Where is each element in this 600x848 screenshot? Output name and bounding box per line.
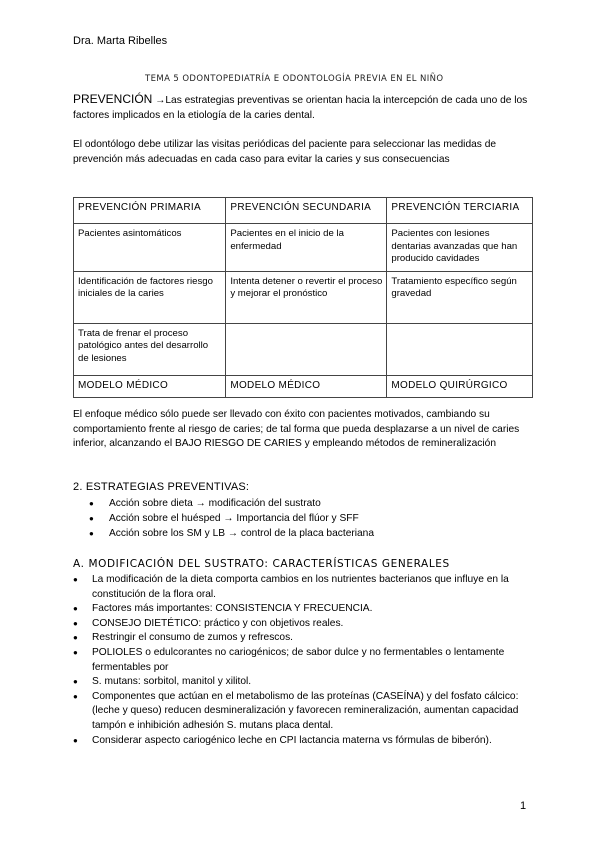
list-item: ● Considerar aspecto cariogénico leche en CPI lactancia materna vs fórmulas de biberón). xyxy=(73,734,543,749)
table-footer-cell: MODELO MÉDICO xyxy=(74,375,226,398)
table-cell: Tratamiento específico según gravedad xyxy=(387,271,533,323)
prevention-heading: PREVENCIÓN xyxy=(73,92,153,106)
list-item: ● Acción sobre el huésped → Importancia del flúor y SFF xyxy=(89,511,374,526)
table-header-row xyxy=(74,198,533,224)
list-item: ● Acción sobre los SM y LB → control de la placa bacteriana xyxy=(89,526,374,541)
table-cell xyxy=(387,323,533,375)
table-cell: Intenta detener o revertir el proceso y mejorar el pronóstico xyxy=(226,271,387,323)
list-item: ● Factores más importantes: CONSISTENCIA Y FRECUENCIA. xyxy=(73,602,543,617)
list-item: ● S. mutans: sorbitol, manitol y xilitol. xyxy=(73,675,543,690)
dentist-paragraph: El odontólogo debe utilizar las visitas periódicas del paciente para seleccionar las medidas de prevención más adecuadas en cada caso para evitar la caries y sus consecuencias xyxy=(73,139,497,165)
arrow-glyph: → xyxy=(155,95,166,106)
topic-title: TEMA 5 ODONTOPEDIATRÍA E ODONTOLOGÍA PREVIA EN EL NIÑO xyxy=(145,74,444,84)
table-cell: Pacientes en el inicio de la enfermedad xyxy=(226,224,387,272)
table-footer-cell: MODELO MÉDICO xyxy=(226,375,387,398)
prevention-intro xyxy=(73,92,538,123)
table-cell: Pacientes asintomáticos xyxy=(74,224,226,272)
table-header-cell: PREVENCIÓN SECUNDARIA xyxy=(226,198,387,224)
table-row xyxy=(74,271,533,323)
list-item: ● Acción sobre dieta → modificación del sustrato xyxy=(89,496,374,511)
list-item: ● CONSEJO DIETÉTICO: práctico y con objetivos reales. xyxy=(73,617,543,632)
prevention-intro-text: Las estrategias preventivas se orientan hacia la intercepción de cada uno de los factores implicados en la etiología de la caries dental. xyxy=(73,95,528,121)
section2-list xyxy=(89,496,374,541)
author-header: Dra. Marta Ribelles xyxy=(73,35,168,47)
page-number: 1 xyxy=(520,800,527,812)
list-item: ● Componentes que actúan en el metabolismo de las proteínas (CASEÍNA) y del fosfato cálcico: (leche y queso) reducen desmineralización y favorecen remineralización, aumentan capacidad tampón e inhibición adhesión S. mutans placa dental. xyxy=(73,690,543,734)
list-item: ● POLIOLES o edulcorantes no cariogénicos; de sabor dulce y no fermentables o lentamente fermentables por xyxy=(73,646,543,675)
prevention-table xyxy=(73,197,533,398)
table-row xyxy=(74,323,533,375)
table-cell: Trata de frenar el proceso patológico antes del desarrollo de lesiones xyxy=(74,323,226,375)
table-row xyxy=(74,224,533,272)
table-footer-row xyxy=(74,375,533,398)
sectionA-title: A. MODIFICACIÓN DEL SUSTRATO: CARACTERÍSTICAS GENERALES xyxy=(73,558,450,570)
table-cell xyxy=(226,323,387,375)
table-cell: Pacientes con lesiones dentarias avanzadas que han producido cavidades xyxy=(387,224,533,272)
approach-paragraph: El enfoque médico sólo puede ser llevado con éxito con pacientes motivados, cambiando su comportamiento frente al riesgo de caries; de tal forma que pueda desplazarse a un nivel de caries inferior, alcanzando el BAJO RIESGO DE CARIES y empleando métodos de remineralización xyxy=(73,409,520,449)
table-cell: Identificación de factores riesgo iniciales de la caries xyxy=(74,271,226,323)
table-header-cell: PREVENCIÓN PRIMARIA xyxy=(74,198,226,224)
list-item: ● Restringir el consumo de zumos y refrescos. xyxy=(73,631,543,646)
sectionA-list xyxy=(73,573,543,748)
table-header-cell: PREVENCIÓN TERCIARIA xyxy=(387,198,533,224)
list-item: ● La modificación de la dieta comporta cambios en los nutrientes bacterianos que influye en la constitución de la flora oral. xyxy=(73,573,543,602)
section2-title: 2. ESTRATEGIAS PREVENTIVAS: xyxy=(73,481,250,493)
table-footer-cell: MODELO QUIRÚRGICO xyxy=(387,375,533,398)
